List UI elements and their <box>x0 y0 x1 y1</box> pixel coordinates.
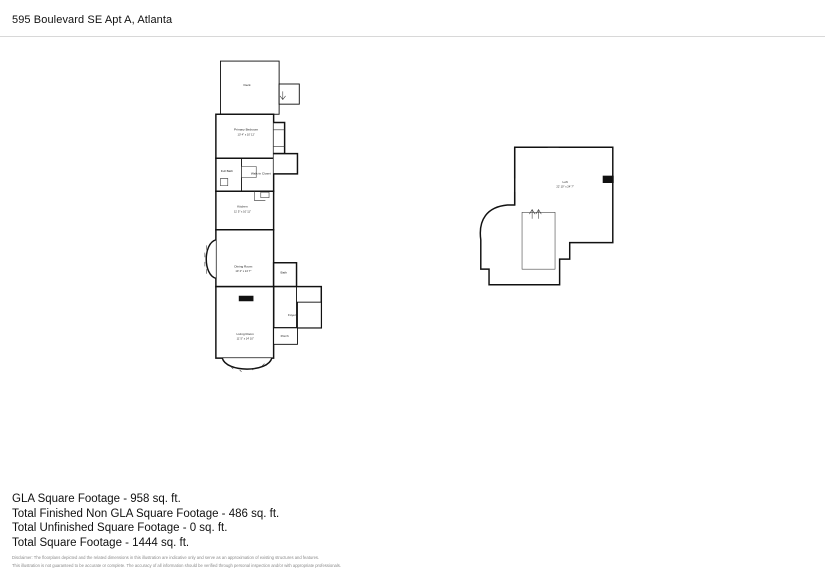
disclaimer <box>12 554 712 569</box>
room-label: Porch <box>280 334 289 339</box>
room-dimension: 13' 4" x 10' 11" <box>237 133 255 137</box>
porch-upper <box>297 302 321 328</box>
room-dimension: 11' 5" x 10' 11" <box>233 210 251 214</box>
loft-window-marker <box>603 176 614 183</box>
room-dimension: 10' 2" x 14' 7" <box>235 269 252 273</box>
room-label: Loft <box>562 180 568 185</box>
kitchen-appliance <box>261 192 269 198</box>
disclaimer-line-2: This illustration is not guaranteed to be accurate or complete. The accuracy of all information should be verified through personal inspection and/or with appropriate professionals. <box>12 562 342 568</box>
loft-stairwell <box>522 212 555 269</box>
room-label: Dining Room <box>234 264 253 269</box>
summary-non-gla: Total Finished Non GLA Square Footage - 486 sq. ft. <box>12 507 280 520</box>
room-label: Bath <box>280 270 287 275</box>
floorplan-svg <box>0 40 825 480</box>
square-footage-summary <box>12 492 612 550</box>
room-label: Full Bath <box>220 169 234 174</box>
dining-room-outline <box>216 230 274 287</box>
deck-stair-landing <box>279 84 299 104</box>
bedroom-side-bump <box>274 123 285 154</box>
room-label: Walk-in Closet <box>250 171 271 176</box>
summary-total: Total Square Footage - 1444 sq. ft. <box>12 536 190 549</box>
deck-outline <box>220 61 279 114</box>
summary-gla: GLA Square Footage - 958 sq. ft. <box>12 493 181 505</box>
dining-bay-window <box>206 240 216 278</box>
loft-floorplan <box>480 147 613 285</box>
hall-wing <box>274 154 298 174</box>
room-dimension: 22' 10" x 24' 7" <box>556 185 574 189</box>
room-label: Living Room <box>236 332 254 337</box>
main-level-floorplan <box>205 61 321 372</box>
room-label: Primary Bedroom <box>234 127 259 132</box>
room-dimension: 11' 5" x 14' 10" <box>236 337 254 341</box>
fireplace <box>239 296 254 302</box>
page-title: 595 Boulevard SE Apt A, Atlanta <box>12 14 173 26</box>
header-divider <box>0 36 825 37</box>
tub-fixture <box>220 178 227 185</box>
disclaimer-line-1: Disclaimer: The floorplans depicted and the related dimensions in this illustration are indicative only and serve as an approximation of existing structures and features. <box>12 555 320 560</box>
room-label: Foyer <box>287 312 296 317</box>
room-label: Kitchen <box>237 204 248 209</box>
room-label: Deck <box>243 82 251 87</box>
summary-unfinished: Total Unfinished Square Footage - 0 sq. ft. <box>12 522 228 534</box>
floorplan-canvas <box>0 40 825 480</box>
